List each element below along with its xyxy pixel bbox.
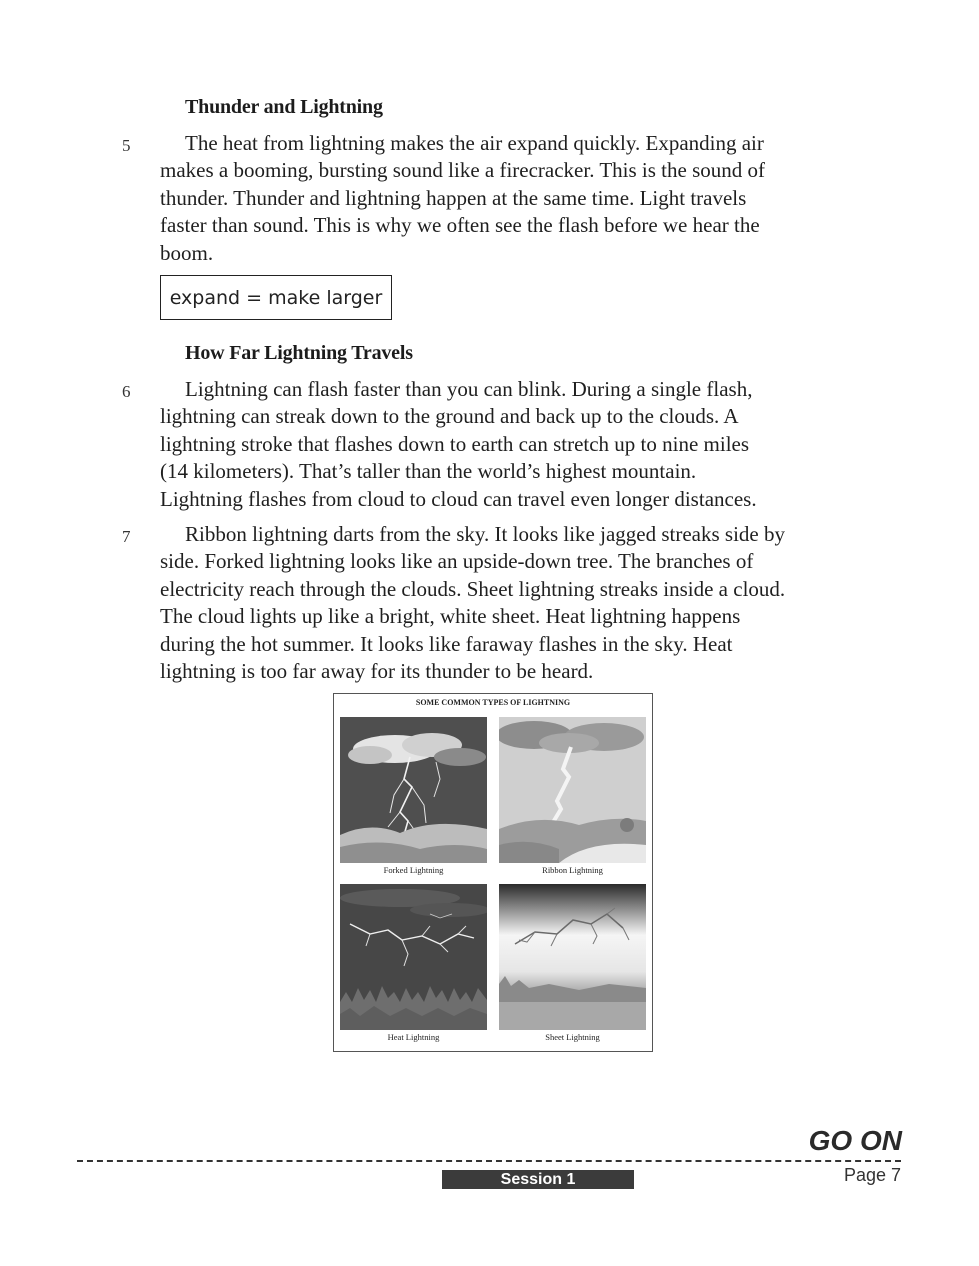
paragraph-line: The heat from lightning makes the air expand quickly. Expanding air: [185, 131, 764, 155]
figure-title: SOME COMMON TYPES OF LIGHTNING: [415, 698, 571, 707]
paragraph-line: lightning is too far away for its thunder to be heard.: [160, 659, 594, 684]
panel-caption-sheet: Sheet Lightning: [545, 1032, 600, 1042]
paragraph-number-5: 5: [122, 136, 131, 155]
paragraph-line: The cloud lights up like a bright, white sheet. Heat lightning happens: [160, 604, 741, 629]
paragraph-line: Lightning flashes from cloud to cloud can travel even longer distances.: [160, 486, 757, 511]
panel-caption-forked: Forked Lightning: [383, 865, 444, 875]
forked-lightning-illustration: [340, 717, 487, 863]
ribbon-lightning-illustration: [499, 717, 646, 863]
paragraph-line: faster than sound. This is why we often see the flash before we hear the: [160, 213, 760, 238]
paragraph-number-6: 6: [122, 382, 131, 401]
session-label: Session 1: [442, 1170, 634, 1189]
panel-caption-heat: Heat Lightning: [387, 1032, 440, 1042]
paragraph-6: [160, 376, 830, 513]
paragraph-line: makes a booming, bursting sound like a firecracker. This is the sound of: [160, 158, 765, 183]
heat-lightning-illustration: [340, 884, 487, 1030]
paragraph-5: [160, 130, 830, 267]
section-heading-how-far-lightning-travels: How Far Lightning Travels: [185, 342, 413, 364]
panel-caption-ribbon: Ribbon Lightning: [542, 865, 603, 875]
paragraph-line: lightning stroke that flashes down to earth can stretch up to nine miles: [160, 431, 750, 456]
page-number: Page 7: [843, 1165, 901, 1185]
paragraph-line: electricity reach through the clouds. Sheet lightning streaks inside a cloud.: [160, 576, 786, 601]
sheet-lightning-illustration: [499, 884, 646, 1030]
paragraph-line: boom.: [160, 240, 214, 265]
paragraph-7: [160, 521, 830, 685]
go-on-label: GO ON: [808, 1125, 902, 1156]
paragraph-line: during the hot summer. It looks like faraway flashes in the sky. Heat: [160, 631, 733, 656]
paragraph-line: lightning can streak down to the ground and back up to the clouds. A: [160, 404, 739, 429]
paragraph-line: Ribbon lightning darts from the sky. It looks like jagged streaks side by: [185, 522, 785, 546]
paragraph-line: thunder. Thunder and lightning happen at the same time. Light travels: [160, 185, 747, 210]
section-heading-thunder-and-lightning: Thunder and Lightning: [185, 96, 383, 118]
paragraph-line: side. Forked lightning looks like an upside-down tree. The branches of: [160, 549, 754, 574]
paragraph-line: (14 kilometers). That’s taller than the world’s highest mountain.: [160, 459, 697, 484]
footer-divider: [77, 1160, 901, 1162]
paragraph-number-7: 7: [122, 527, 131, 546]
paragraph-line: Lightning can flash faster than you can blink. During a single flash,: [185, 377, 753, 401]
vocabulary-box: expand = make larger: [160, 275, 392, 320]
lightning-types-figure: [333, 693, 653, 1052]
